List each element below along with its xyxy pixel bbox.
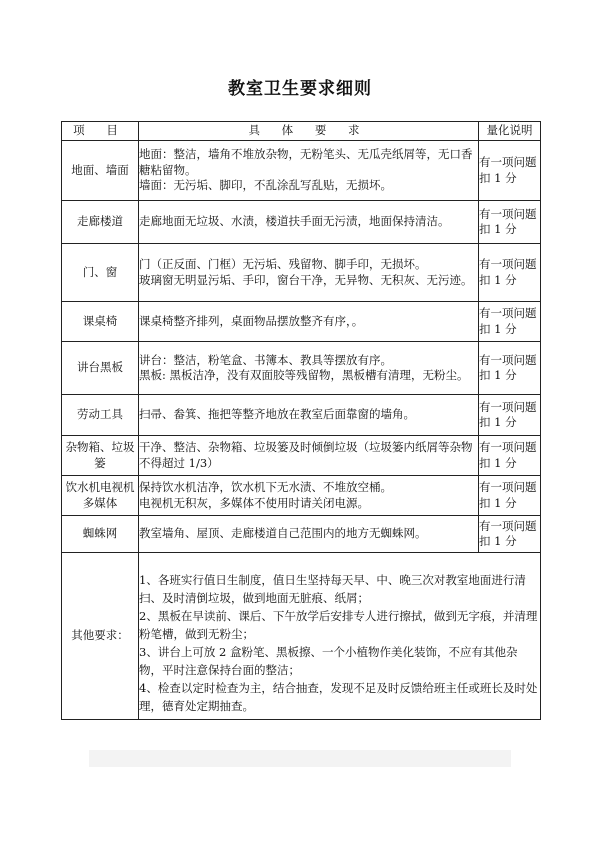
table-row bbox=[62, 302, 541, 342]
row-score: 有一项问题扣 1 分 bbox=[479, 342, 541, 395]
requirement-line: 教室墙角、屋顶、走廊楼道自己范围内的地方无蜘蛛网。 bbox=[139, 526, 427, 541]
header-item: 项 目 bbox=[62, 122, 139, 141]
row-score: 有一项问题扣 1 分 bbox=[479, 395, 541, 436]
requirement-line: 保持饮水机洁净，饮水机下无水渍、不堆放空桶。 bbox=[139, 480, 392, 494]
row-score: 有一项问题扣 1 分 bbox=[479, 476, 541, 516]
requirement-line: 电视机无积灰，多媒体不使用时请关闭电源。 bbox=[139, 495, 369, 510]
other-item: 4、检查以定时检查为主，结合抽查，发现不足及时反馈给班主任或班长及时处理，德育处定期抽查。 bbox=[139, 681, 538, 713]
table-row bbox=[62, 201, 541, 244]
row-score: 有一项问题扣 1 分 bbox=[479, 302, 541, 342]
row-requirements bbox=[139, 302, 479, 342]
row-item: 走廊楼道 bbox=[62, 201, 139, 244]
requirement-line: 门（正反面、门框）无污垢、残留物、脚手印，无损坏。 bbox=[139, 257, 427, 271]
header-score: 量化说明 bbox=[479, 122, 541, 141]
header-requirement: 具 体 要 求 bbox=[139, 122, 479, 141]
hygiene-rules-table bbox=[61, 121, 541, 720]
requirement-line: 课桌椅整齐排列，桌面物品摆放整齐有序，。 bbox=[139, 313, 364, 328]
row-item: 饮水机电视机多媒体 bbox=[62, 476, 139, 516]
row-item: 地面、墙面 bbox=[62, 141, 139, 201]
row-item: 门、窗 bbox=[62, 244, 139, 302]
row-score: 有一项问题扣 1 分 bbox=[479, 516, 541, 553]
table-row bbox=[62, 395, 541, 436]
row-item: 课桌椅 bbox=[62, 302, 139, 342]
table-row bbox=[62, 342, 541, 395]
requirement-line: 墙面：无污垢、脚印，不乱涂乱写乱贴，无损坏。 bbox=[139, 178, 392, 193]
table-row bbox=[62, 476, 541, 516]
requirement-line: 走廊地面无垃圾、水渍，楼道扶手面无污渍，地面保持清洁。 bbox=[139, 214, 450, 229]
row-requirements bbox=[139, 395, 479, 436]
row-item: 讲台黑板 bbox=[62, 342, 139, 395]
row-requirements bbox=[139, 201, 479, 244]
other-label: 其他要求： bbox=[62, 553, 139, 720]
other-item: 2、黑板在早读前、课后、下午放学后安排专人进行擦拭，做到无字痕，并清理粉笔槽，做到无粉尘； bbox=[139, 609, 538, 641]
table-row bbox=[62, 516, 541, 553]
table-header-row bbox=[62, 122, 541, 141]
row-requirements bbox=[139, 436, 479, 476]
requirement-line: 玻璃窗无明显污垢、手印，窗台干净，无异物、无积灰、无污迹。 bbox=[139, 272, 473, 287]
row-requirements bbox=[139, 342, 479, 395]
row-requirements bbox=[139, 516, 479, 553]
requirement-line: 讲台：整洁，粉笔盒、书簿本、教具等摆放有序。 bbox=[139, 352, 392, 367]
row-score: 有一项问题扣 1 分 bbox=[479, 436, 541, 476]
table-row bbox=[62, 141, 541, 201]
document-title: 教室卫生要求细则 bbox=[228, 79, 372, 99]
row-score: 有一项问题扣 1 分 bbox=[479, 244, 541, 302]
row-requirements bbox=[139, 244, 479, 302]
requirement-line: 扫帚、畚箕、拖把等整齐地放在教室后面靠窗的墙角。 bbox=[139, 407, 415, 422]
requirement-line: 地面：整洁，墙角不堆放杂物，无粉笔头、无瓜壳纸屑等，无口香糖粘留物。 bbox=[139, 147, 473, 177]
table-row bbox=[62, 436, 541, 476]
row-item: 杂物箱、垃圾篓 bbox=[62, 436, 139, 476]
other-requirements bbox=[139, 553, 541, 720]
row-requirements bbox=[139, 476, 479, 516]
row-item: 劳动工具 bbox=[62, 395, 139, 436]
row-requirements bbox=[139, 141, 479, 201]
table-row-other bbox=[62, 553, 541, 720]
requirement-line: 干净、整洁、杂物箱、垃圾篓及时倾倒垃圾（垃圾篓内纸屑等杂物不得超过 1/3） bbox=[139, 440, 473, 470]
row-score: 有一项问题扣 1 分 bbox=[479, 141, 541, 201]
row-item: 蜘蛛网 bbox=[62, 516, 139, 553]
other-item: 3、讲台上可放 2 盒粉笔、黑板擦、一个小植物作美化装饰，不应有其他杂物，平时注意保持台面的整洁； bbox=[139, 645, 518, 677]
requirement-line: 黑板: 黑板洁净，没有双面胶等残留物，黑板槽有清理，无粉尘。 bbox=[139, 368, 469, 382]
other-item: 1、各班实行值日生制度，值日生坚持每天早、中、晚三次对教室地面进行清扫、及时清倒垃圾，做到地面无脏痕、纸屑； bbox=[139, 573, 526, 605]
row-score: 有一项问题扣 1 分 bbox=[479, 201, 541, 244]
table-row bbox=[62, 244, 541, 302]
footer-band bbox=[89, 750, 511, 767]
